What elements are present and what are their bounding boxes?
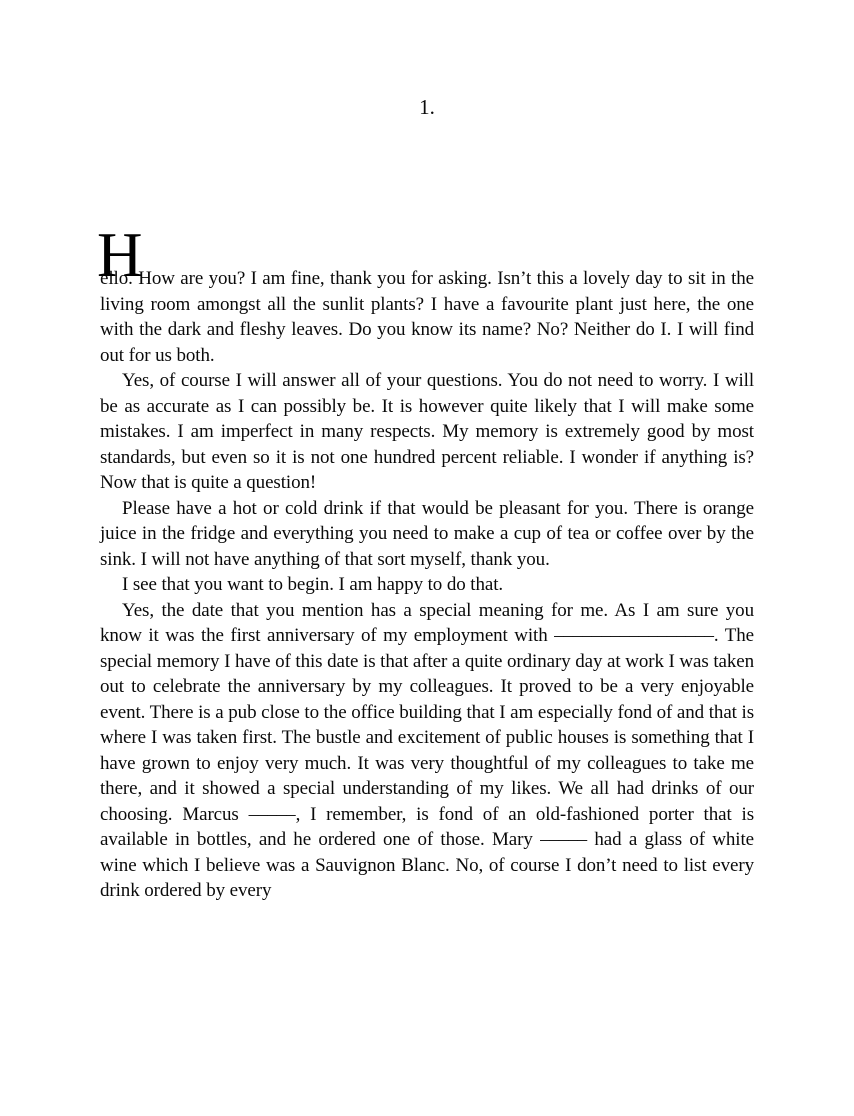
paragraph-opening: ello. How are you? I am fine, thank you for asking. Isn’t this a lovely day to sit in the living room amongst all the sunlit plants? I have a favourite plant just here, the one with the dark and fleshy leaves. Do you know its name? No? Neither do I. I will find out for us both.: [100, 268, 754, 366]
drop-cap-letter: H: [97, 220, 143, 290]
paragraph: Please have a hot or cold drink if that would be pleasant for you. There is orange juice in the fridge and everything you need to make a cup of tea or coffee over by the sink. I will not have anything of that sort myself, thank you.: [100, 497, 754, 570]
paragraph: I see that you want to begin. I am happy to do that.: [122, 574, 504, 595]
body-text-block: [100, 266, 754, 904]
chapter-number: 1.: [419, 95, 435, 119]
paragraph: Yes, the date that you mention has a special meaning for me. As I am sure you know it was the first anniversary of my employment with –––––––––––––––––. The special memory I have of this date is that after a quite ordinary day at work I was taken out to celebrate the anniversary by my colleagues. It proved to be a very enjoyable event. There is a pub close to the office building that I am especially fond of and that is where I was taken first. The bustle and excitement of public houses is something that I have grown to enjoy very much. It was very thoughtful of my colleagues to take me there, and it showed a special understanding of my likes. We all had drinks of our choosing. Marcus –––––, I remember, is fond of an old-fashioned porter that is available in bottles, and he ordered one of those. Mary ––––– had a glass of white wine which I believe was a Sauvignon Blanc. No, of course I don’t need to list every drink ordered by every: [100, 599, 754, 901]
paragraph: Yes, of course I will answer all of your questions. You do not need to worry. I will be as accurate as I can possibly be. It is however quite likely that I will make some mistakes. I am imperfect in many respects. My memory is extremely good by most standards, but even so it is not one hundred percent reliable. I wonder if anything is? Now that is quite a question!: [100, 370, 754, 493]
